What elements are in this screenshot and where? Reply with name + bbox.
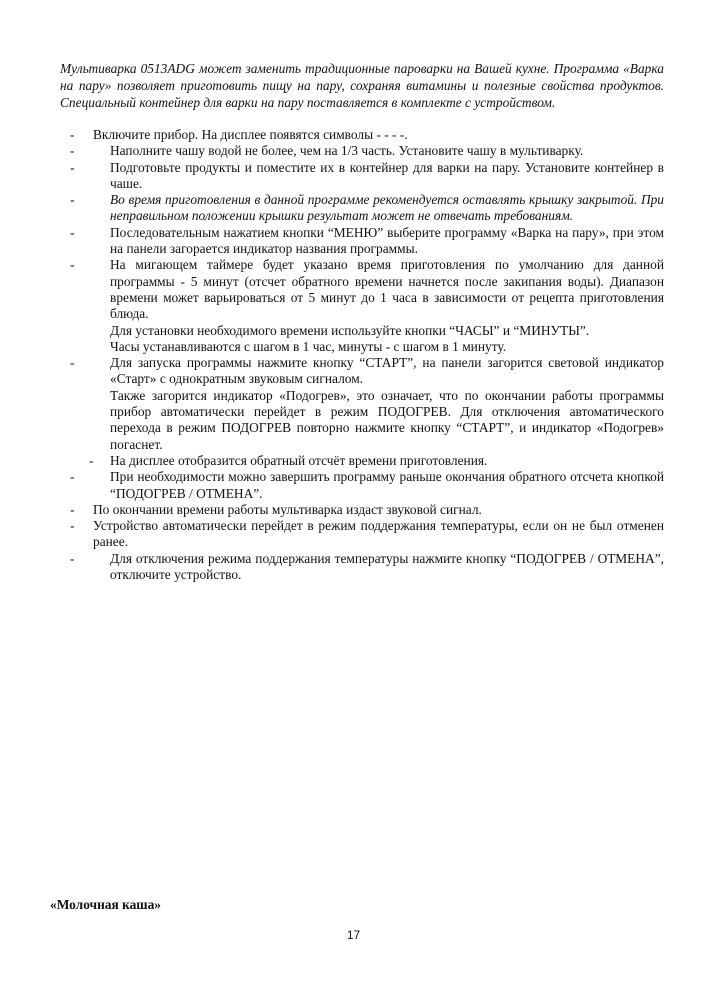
list-item-text: - Для запуска программы нажмите кнопку “СТАРТ”, на панели загорится световой индикатор «Старт» с однократным звуковым сигналом.	[110, 355, 664, 387]
list-item: - По окончании времени работы мультиварка издаст звуковой сигнал.	[60, 502, 664, 518]
list-item: - Для отключения режима поддержания температуры нажмите кнопку “ПОДОГРЕВ / ОТМЕНА”, отключите устройство.	[60, 551, 664, 584]
list-item-text: Часы устанавливаются с шагом в 1 час, минуты - с шагом в 1 минуту.	[110, 338, 507, 354]
list-item: - Во время приготовления в данной программе рекомендуется оставлять крышку закрытой. При неправильном положении крышки результат может не отвечать требованиям.	[60, 192, 664, 225]
list-item-text: Также загорится индикатор «Подогрев», это означает, что по окончании работы программы прибор автоматически перейдет в режим ПОДОГРЕВ. Для отключения автоматического перехода в режим ПОДОГРЕВ повторно нажмите кнопку “СТАРТ”, и индикатор «Подогрев» погаснет.	[110, 387, 664, 452]
intro-paragraph: Мультиварка 0513ADG может заменить традиционные пароварки на Вашей кухне. Программа «Варка на пару» позволяет приготовить пищу на пару, сохраняя витамины и полезные свойства продуктов. Специальный контейнер для варки на пару поставляется в комплекте с устройством.	[60, 61, 664, 110]
list-item: - При необходимости можно завершить программу раньше окончания обратного отсчета кнопкой “ПОДОГРЕВ / ОТМЕНА”.	[60, 469, 664, 502]
list-item: - Последовательным нажатием кнопки “МЕНЮ” выберите программу «Варка на пару», при этом на панели загорается индикатор названия программы.	[60, 225, 664, 258]
section-title: «Молочная каша»	[50, 897, 161, 912]
list-item-text: Для установки необходимого времени используйте кнопки “ЧАСЫ” и “МИНУТЫ”.	[110, 322, 590, 338]
list-item: - Наполните чашу водой не более, чем на 1/3 часть. Установите чашу в мультиварку.	[60, 143, 664, 159]
list-item	[60, 355, 664, 453]
instruction-list	[60, 127, 664, 583]
list-item: - На дисплее отобразится обратный отсчёт времени приготовления.	[60, 453, 664, 469]
list-item: - Устройство автоматически перейдет в режим поддержания температуры, если он не был отменен ранее.	[60, 518, 664, 551]
list-item: - Включите прибор. На дисплее появятся символы - - - -.	[60, 127, 664, 143]
list-item-text: - На мигающем таймере будет указано время приготовления по умолчанию для данной программы - 5 минут (отсчет обратного времени начнется после закипания воды). Диапазон времени может варьироваться от 5 минут до 1 часа в зависимости от рецепта приготовления блюда.	[110, 257, 664, 322]
page-number: 17	[346, 928, 361, 942]
list-item: - Подготовьте продукты и поместите их в контейнер для варки на пару. Установите контейнер в чаше.	[60, 160, 664, 193]
list-item	[60, 257, 664, 355]
